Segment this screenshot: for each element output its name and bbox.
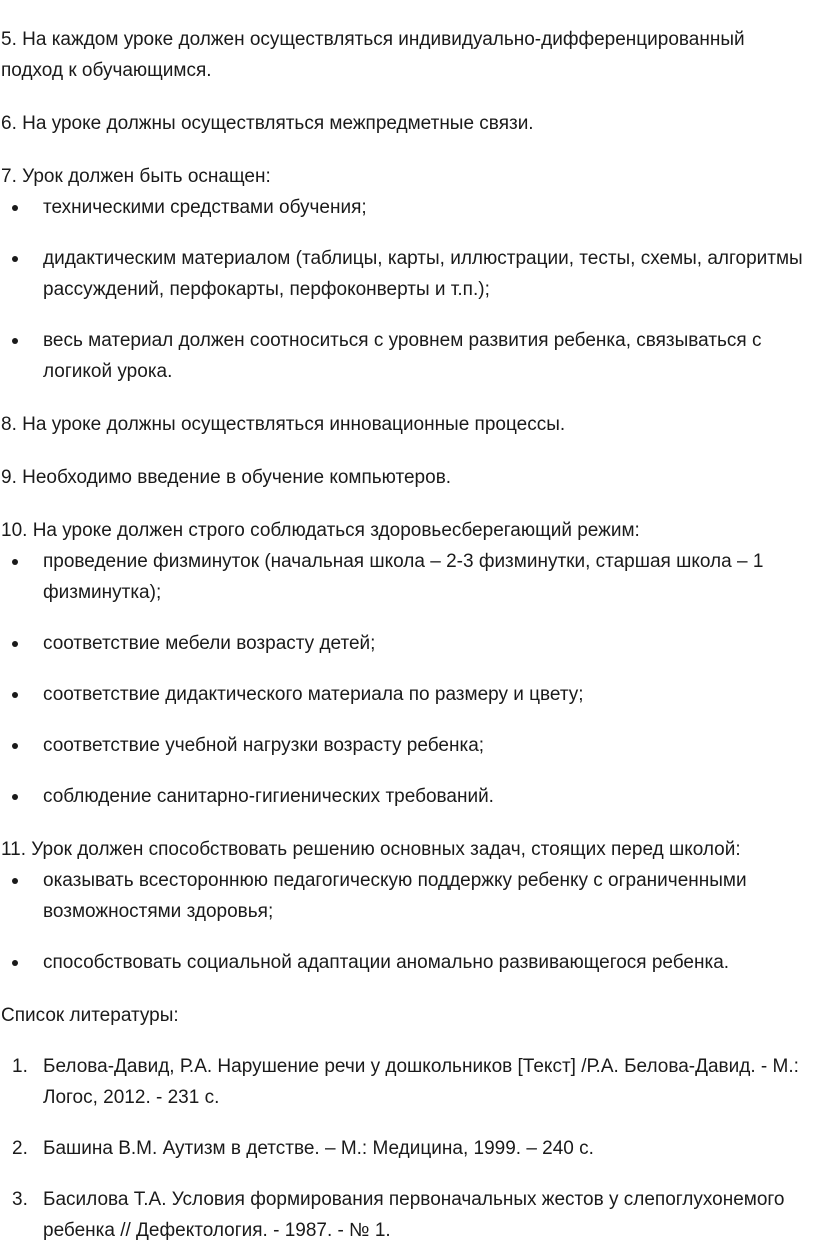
bullet-icon	[12, 205, 18, 211]
list-item	[1, 865, 810, 927]
list-item	[1, 243, 810, 305]
list-7	[1, 192, 810, 387]
paragraph-9: 9. Необходимо введение в обучение компьютеров.	[1, 467, 452, 488]
bullet-icon	[12, 559, 18, 565]
paragraph-7: 7. Урок должен быть оснащен:	[1, 166, 271, 187]
list-item	[1, 628, 810, 659]
reference-item	[1, 1184, 810, 1246]
references-list	[1, 1051, 810, 1246]
list-item-text: соответствие дидактического материала по размеру и цвету;	[43, 684, 584, 705]
list-item	[1, 730, 810, 761]
reference-text: Басилова Т.А. Условия формирования первоначальных жестов у слепоглухонемого ребенка // Дефектология. - 1987. - № 1.	[43, 1189, 785, 1241]
list-item	[1, 947, 810, 978]
reference-text: Белова-Давид, Р.А. Нарушение речи у дошкольников [Текст] /Р.А. Белова-Давид. - М.: Логос, 2012. - 231 с.	[43, 1056, 799, 1108]
reference-item	[1, 1133, 810, 1164]
list-item-text: дидактическим материалом (таблицы, карты, иллюстрации, тесты, схемы, алгоритмы рассуждений, перфокарты, перфоконверты и т.п.);	[43, 248, 803, 300]
bullet-icon	[12, 878, 18, 884]
list-10	[1, 546, 810, 812]
bullet-icon	[12, 641, 18, 647]
list-item-text: соответствие мебели возрасту детей;	[43, 633, 376, 654]
list-item-text: способствовать социальной адаптации аномально развивающегося ребенка.	[43, 952, 730, 973]
bullet-icon	[12, 743, 18, 749]
list-11	[1, 865, 810, 978]
list-item-text: весь материал должен соотноситься с уровнем развития ребенка, связываться с логикой урока.	[43, 330, 762, 382]
list-item-text: соблюдение санитарно-гигиенических требований.	[43, 786, 494, 807]
bullet-icon	[12, 960, 18, 966]
reference-item	[1, 1051, 810, 1113]
list-item	[1, 325, 810, 387]
list-item-text: оказывать всестороннюю педагогическую поддержку ребенку с ограниченными возможностями здоровья;	[43, 870, 747, 922]
list-item-text: техническими средствами обучения;	[43, 197, 367, 218]
list-item	[1, 546, 810, 608]
list-item	[1, 679, 810, 710]
paragraph-10: 10. На уроке должен строго соблюдаться здоровьесберегающий режим:	[1, 520, 640, 541]
list-item-text: соответствие учебной нагрузки возрасту ребенка;	[43, 735, 485, 756]
reference-number: 2.	[12, 1138, 28, 1159]
list-item	[1, 781, 810, 812]
list-item-text: проведение физминуток (начальная школа – 2-3 физминутки, старшая школа – 1 физминутка);	[43, 551, 764, 603]
paragraph-11: 11. Урок должен способствовать решению основных задач, стоящих перед школой:	[1, 839, 741, 860]
paragraph-5: 5. На каждом уроке должен осуществляться индивидуально-дифференцированный подход к обучающимся.	[1, 29, 745, 81]
bullet-icon	[12, 256, 18, 262]
reference-number: 3.	[12, 1189, 28, 1210]
reference-text: Башина В.М. Аутизм в детстве. – М.: Медицина, 1999. – 240 с.	[43, 1138, 594, 1159]
literature-heading: Список литературы:	[1, 1005, 179, 1026]
bullet-icon	[12, 794, 18, 800]
bullet-icon	[12, 692, 18, 698]
bullet-icon	[12, 338, 18, 344]
list-item	[1, 192, 810, 223]
reference-number: 1.	[12, 1056, 28, 1077]
paragraph-8: 8. На уроке должны осуществляться инновационные процессы.	[1, 414, 566, 435]
paragraph-6: 6. На уроке должны осуществляться межпредметные связи.	[1, 113, 534, 134]
